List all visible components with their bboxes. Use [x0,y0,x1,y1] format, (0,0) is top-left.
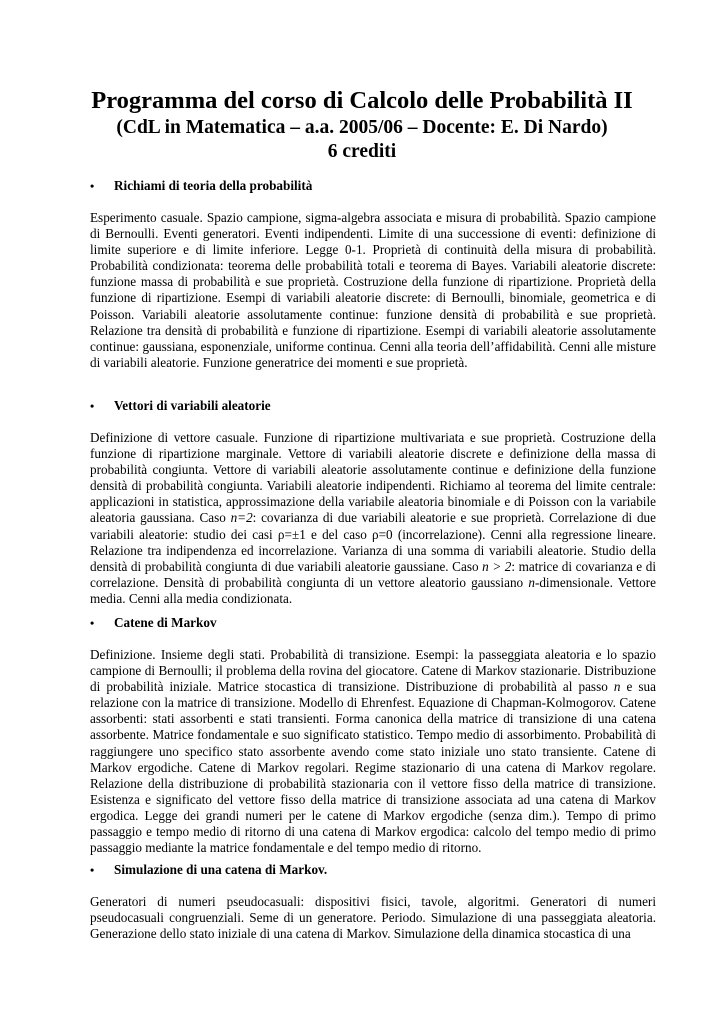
section-vettori [90,396,656,607]
math-expression: n > 2 [482,558,512,574]
text-run: : covarianza di due variabili aleatorie e sue proprietà. Correlazione di due variabili aleatorie: studio dei casi ρ=±1 e del caso ρ=0 (incorrelazione). Cenni alla regressione lineare. Relazione tra indipendenza ed incorrelazione. Varianza di una somma di variabili aleatorie. Studio della densità di probabilità congiunta di due variabili aleatorie gaussiane. Caso [90,510,656,574]
math-expression: n=2 [230,510,253,526]
title-block [0,86,724,164]
section-heading [90,176,656,196]
math-expression: n [613,679,621,695]
section-catene-markov [90,613,656,856]
section-simulazione [90,860,656,942]
document-subtitle: (CdL in Matematica – a.a. 2005/06 – Docente: E. Di Nardo) [116,117,608,138]
math-expression: n [528,574,535,590]
section-body: Generatori di numeri pseudocasuali: dispositivi fisici, tavole, algoritmi. Generatori di numeri pseudocasuali congruenziali. Seme di un generatore. Periodo. Simulazione di una passeggiata aleatoria. Generazione dello stato iniziale di una catena di Markov. Simulazione della dinamica stocastica di una [90,894,656,942]
bullet-icon: • [90,398,95,413]
section-heading [90,396,656,416]
text-run: Definizione di vettore casuale. Funzione di ripartizione multivariata e sue proprietà. Costruzione della funzione di ripartizione marginale. Vettore di variabili aleatorie discrete e definizione della massa di probabilità congiunta. Vettore di variabili aleatorie assolutamente continue e definizione della funzione densità di probabilità congiunta. Variabili aleatorie indipendenti. Richiamo al teorema del limite centrale: applicazioni in statistica, approssimazione della variabile aleatoria binomiale e di Poisson con la variabile aleatoria gaussiana. Caso [90,430,656,526]
section-heading-label: Catene di Markov [114,615,217,630]
text-run: e sua relazione con la matrice di transizione. Modello di Ehrenfest. Equazione di Chapman-Kolmogorov. Catene assorbenti: stati assorbenti e stati transienti. Forma canonica della matrice di transizione di una catena assorbente. Matrice fondamentale e suo significato statistico. Tempo medio di assorbimento. Probabilità di raggiungere uno specifico stato assorbente avendo come stato iniziale uno stato transiente. Catene di Markov ergodiche. Catene di Markov regolari. Regime stazionario di una catena di Markov regolare. Relazione della distribuzione di probabilità stazionaria con il vettore fisso della matrice di transizione. Esistenza e significato del vettore fisso della matrice di transizione associata ad una catena di Markov ergodica. Legge dei grandi numeri per le catene di Markov ergodiche (senza dim.). Tempo di primo passaggio e tempo medio di ritorno di una catena di Markov ergodica: calcolo del tempo medio di primo passaggio mediante la matrice fondamentale e del tempo medio di ritorno. [90,679,656,856]
section-body [90,647,656,856]
credits-label: 6 crediti [327,141,397,162]
section-body: Esperimento casuale. Spazio campione, sigma-algebra associata e misura di probabilità. Spazio campione di Bernoulli. Eventi generatori. Eventi indipendenti. Limite di una successione di eventi: definizione di limite superiore e di limite inferiore. Legge 0-1. Proprietà di continuità della misura di probabilità. Probabilità condizionata: teorema delle probabilità totali e teorema di Bayes. Variabili aleatorie discrete: funzione massa di probabilità e sue proprietà. Costruzione della funzione di ripartizione. Proprietà della funzione di ripartizione. Esempi di variabili aleatorie discrete: di Bernoulli, binomiale, geometrica e di Poisson. Variabili aleatorie assolutamente continue: funzione densità di probabilità e sue proprietà. Relazione tra densità di probabilità e funzione di ripartizione. Esempi di variabili aleatorie assolutamente continue: gaussiana, esponenziale, uniforme continua. Cenni alla teoria dell’affidabilità. Cenni alle misture di variabili aleatorie. Funzione generatrice dei momenti e sue proprietà. [90,210,656,370]
document-title: Programma del corso di Calcolo delle Probabilità II [91,87,633,114]
text-run: Definizione. Insieme degli stati. Probabilità di transizione. Esempi: la passeggiata aleatoria e lo spazio campione di Bernoulli; il problema della rovina del giocatore. Catene di Markov stazionarie. Distribuzione di probabilità iniziale. Matrice stocastica di transizione. Distribuzione di probabilità al passo [90,647,656,695]
section-richiami [90,176,656,371]
text-run: : matrice di covarianza e di correlazione. Densità di probabilità congiunta di un vettore aleatorio gaussiano [90,558,656,590]
bullet-icon: • [90,615,95,630]
text-run: -dimensionale. Vettore media. Cenni alla media condizionata. [90,574,656,606]
section-heading-label: Vettori di variabili aleatorie [114,398,271,413]
section-body [90,430,656,607]
section-heading-label: Simulazione di una catena di Markov. [114,862,328,877]
section-heading-label: Richiami di teoria della probabilità [114,178,313,193]
bullet-icon: • [90,178,95,193]
section-heading [90,613,656,633]
bullet-icon: • [90,862,95,877]
section-heading [90,860,656,880]
